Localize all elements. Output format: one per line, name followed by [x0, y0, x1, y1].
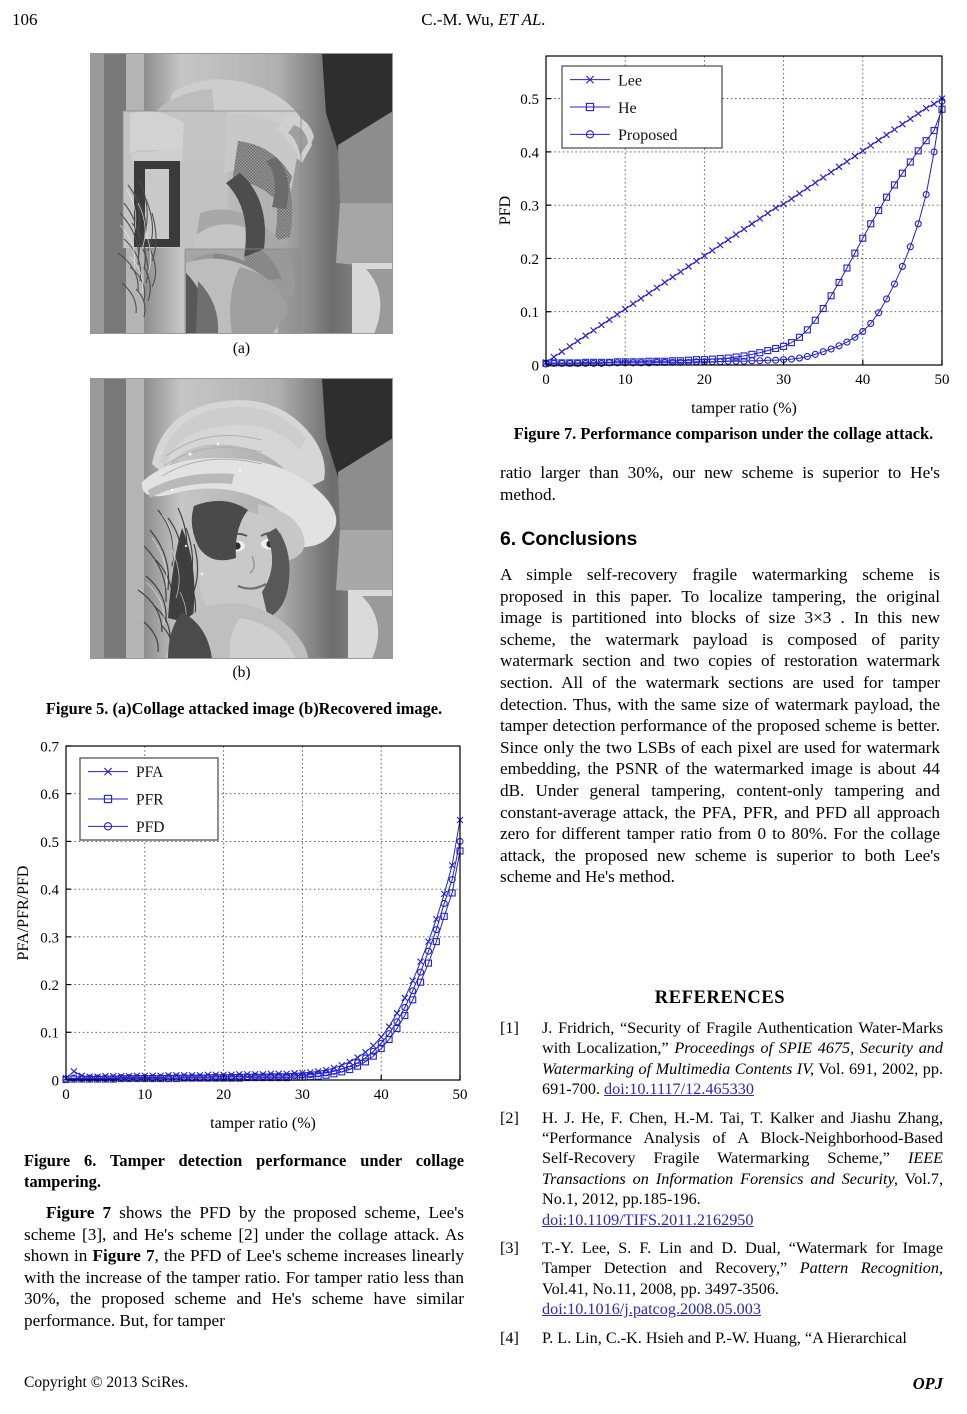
- running-head-title: [0, 10, 967, 30]
- svg-text:0.6: 0.6: [40, 787, 59, 804]
- svg-text:PFA/PFR/PFD: PFA/PFR/PFD: [15, 865, 32, 961]
- lena-collage-image: [90, 53, 393, 334]
- reference-detail: Vol. 691, 2002, pp. 691-700.: [542, 1059, 944, 1099]
- figure7-ref-bold-1: Figure 7: [46, 1203, 112, 1222]
- reference-source: IEEE Transactions on Information Forensics and Security,: [542, 1149, 943, 1188]
- doi-link[interactable]: doi:10.1117/12.465330: [604, 1080, 754, 1099]
- reference-number: [3]: [500, 1239, 519, 1258]
- svg-text:0.3: 0.3: [520, 198, 539, 215]
- svg-text:0.4: 0.4: [40, 882, 59, 899]
- svg-text:0: 0: [531, 358, 539, 375]
- reference-number: [1]: [500, 1019, 519, 1037]
- svg-text:0.5: 0.5: [40, 834, 59, 851]
- svg-text:0.4: 0.4: [520, 145, 539, 162]
- left-col-text-1: shows the PFD by the proposed scheme, Lee's scheme [3], and He's scheme [2] under the collage attack. As shown in: [24, 1203, 465, 1266]
- svg-text:PFR: PFR: [136, 791, 164, 809]
- doi-link[interactable]: doi:10.1109/TIFS.2011.2162950: [542, 1210, 754, 1229]
- reference-detail: Vol.41, No.11, 2008, pp. 3497-3506.: [542, 1279, 779, 1298]
- figure7-caption: Figure 7. Performance comparison under the collage attack.: [513, 424, 934, 443]
- references-heading: REFERENCES: [654, 988, 786, 1008]
- conclusions-heading: 6. Conclusions: [500, 528, 638, 550]
- reference-text: P. L. Lin, C.-K. Hsieh and P.-W. Huang, “A Hierarchical: [542, 1328, 907, 1347]
- figure5b-sublabel: (b): [232, 664, 251, 681]
- copyright-notice: Copyright © 2013 SciRes.: [24, 1374, 189, 1391]
- figure5a-collage-attacked-image: [90, 53, 393, 334]
- svg-text:50: 50: [934, 372, 950, 388]
- left-col-text-2: , the PFD of Lee's scheme increases linearly with the increase of the tamper ratio. For tamper ratio less than 30%, the proposed scheme and He's scheme have similar performance. But, for tamper: [24, 1246, 464, 1330]
- svg-text:Proposed: Proposed: [618, 127, 678, 145]
- svg-text:tamper ratio (%): tamper ratio (%): [210, 1115, 316, 1132]
- figure6-caption: Figure 6. Tamper detection performance under collage tampering.: [24, 1151, 464, 1191]
- running-head-etal: ET AL.: [498, 10, 546, 29]
- running-head-authors: C.-M. Wu,: [421, 10, 499, 29]
- reference-number: [4]: [500, 1328, 519, 1347]
- running-head: [0, 8, 967, 34]
- reference-text: H. J. He, F. Chen, H.-M. Tai, T. Kalker and Jiashu Zhang, “Performance Analysis of A Block-Neighborhood-Based Self-Recovery Fragile Watermarking Scheme,”: [542, 1108, 943, 1168]
- svg-text:0.5: 0.5: [520, 92, 539, 109]
- reference-number: [2]: [500, 1108, 519, 1127]
- svg-text:Lee: Lee: [618, 72, 642, 90]
- reference-text: J. Fridrich, “Security of Fragile Authentication Water-Marks with Localization,”: [542, 1019, 943, 1058]
- reference-detail: Vol.7, No.1, 2012, pp.185-196.: [542, 1169, 943, 1209]
- figure6-chart: [14, 734, 474, 1134]
- references-list: [500, 1018, 943, 1356]
- svg-text:PFD: PFD: [136, 818, 165, 836]
- figure5a-sublabel: (a): [232, 340, 251, 357]
- reference-source: Proceedings of SPIE 4675, Security and Watermarking of Multimedia Contents IV,: [542, 1039, 943, 1078]
- doi-link[interactable]: doi:10.1016/j.patcog.2008.05.003: [542, 1300, 761, 1319]
- reference-item: [500, 1238, 943, 1320]
- svg-text:0: 0: [62, 1087, 70, 1103]
- svg-text:0.1: 0.1: [520, 305, 539, 322]
- svg-text:PFA: PFA: [136, 764, 164, 782]
- reference-source: Pattern Recognition,: [799, 1259, 944, 1278]
- reference-item: [500, 1108, 943, 1230]
- conclusions-body: A simple self-recovery fragile watermarking scheme is proposed in this paper. To localize tampering, the original image is partitioned into blocks of size 3×3 . In this new scheme, the watermark payload is composed of parity watermark section and two copies of restoration watermark section. All of the watermark sections are used for tamper detection. Thus, with the same size of watermark payload, the tamper detection performance of the proposed scheme is better. Since only the two LSBs of each pixel are used for watermark embedding, the PSNR of the watermarked image is about 44 dB. Under general tampering, content-only tampering and constant-average attack, the PFA, PFR, and PFD all approach zero for different tamper ratio from 0 to 80%. For the collage attack, the proposed new scheme is superior to both Lee's scheme and He's method.: [500, 565, 940, 887]
- svg-text:10: 10: [137, 1087, 153, 1103]
- svg-text:20: 20: [216, 1087, 232, 1103]
- right-col-carryover: ratio larger than 30%, our new scheme is superior to He's method.: [500, 463, 940, 504]
- reference-item: [500, 1018, 943, 1100]
- svg-text:10: 10: [617, 372, 633, 388]
- page-number: 106: [12, 10, 38, 29]
- svg-text:0.2: 0.2: [520, 251, 539, 268]
- svg-text:0.3: 0.3: [40, 930, 59, 947]
- svg-text:0.2: 0.2: [40, 977, 59, 994]
- svg-text:He: He: [618, 99, 637, 117]
- svg-text:0: 0: [542, 372, 550, 388]
- reference-text: T.-Y. Lee, S. F. Lin and D. Dual, “Watermark for Image Tamper Detection and Recovery,”: [542, 1239, 943, 1278]
- svg-text:50: 50: [452, 1087, 468, 1103]
- svg-text:40: 40: [855, 372, 871, 388]
- svg-text:0.1: 0.1: [40, 1025, 59, 1042]
- svg-text:PFD: PFD: [497, 195, 514, 226]
- left-col-paragraph: [24, 1202, 464, 1332]
- svg-text:tamper ratio (%): tamper ratio (%): [691, 400, 797, 417]
- svg-text:40: 40: [373, 1087, 389, 1103]
- figure5-caption: Figure 5. (a)Collage attacked image (b)Recovered image.: [45, 699, 443, 718]
- svg-text:30: 30: [294, 1087, 310, 1103]
- figure7-ref-bold-2: Figure 7: [92, 1246, 155, 1266]
- reference-item: [500, 1328, 943, 1348]
- svg-text:0: 0: [51, 1073, 59, 1090]
- journal-abbreviation: OPJ: [912, 1374, 943, 1393]
- lena-recovered-image: [90, 378, 393, 659]
- svg-text:30: 30: [776, 372, 792, 388]
- figure7-chart: [496, 44, 956, 419]
- page-footer: [0, 1374, 967, 1398]
- svg-text:20: 20: [696, 372, 712, 388]
- figure5b-recovered-image: [90, 378, 393, 659]
- svg-text:0.7: 0.7: [40, 739, 59, 756]
